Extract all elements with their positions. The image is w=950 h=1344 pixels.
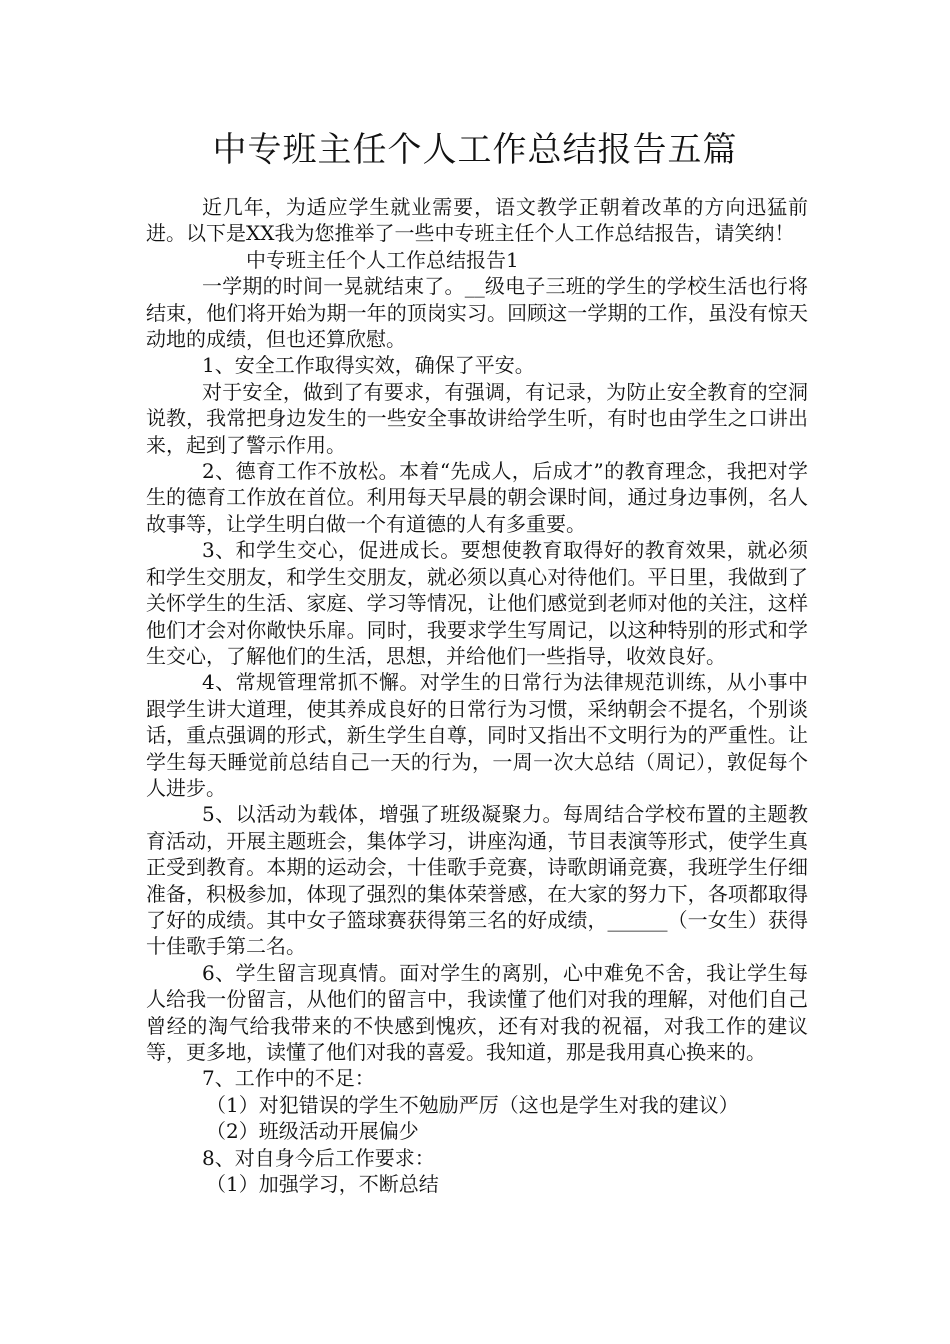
list-item-heading: 1、安全工作取得实效，确保了平安。 (202, 353, 535, 378)
list-item-heading: 8、对自身今后工作要求： (202, 1145, 435, 1170)
paragraph: 3、和学生交心，促进成长。要想使教育取得好的教育效果，就必须和学生交朋友，和学生交朋友，就必须以真心对待他们。平日里，我做到了关怀学生的生活、家庭、学习等情况，让他们感觉到老师对他的关注，这样他们才会对你敞快乐扉。同时，我要求学生写周记，以这种特别的形式和学生交心，了解他们的生活，思想，并给他们一些指导，收效良好。 (146, 538, 808, 668)
sub-list-item: （2）班级活动开展偏少 (206, 1119, 419, 1144)
document-body (146, 194, 808, 1197)
sub-list-item: （1）对犯错误的学生不勉励严厉（这也是学生对我的建议） (206, 1092, 739, 1117)
paragraph: 2、德育工作不放松。本着“先成人，后成才”的教育理念，我把对学生的德育工作放在首位。利用每天早晨的朝会课时间，通过身边事例，名人故事等，让学生明白做一个有道德的人有多重要。 (146, 459, 808, 536)
paragraph: 一学期的时间一晃就结束了。__级电子三班的学生的学校生活也行将结束，他们将开始为期一年的顶岗实习。回顾这一学期的工作，虽没有惊天动地的成绩，但也还算欣慰。 (146, 274, 808, 352)
section-heading: 中专班主任个人工作总结报告1 (246, 247, 519, 272)
paragraph: 6、学生留言现真情。面对学生的离别，心中难免不舍，我让学生每人给我一份留言，从他们的留言中，我读懂了他们对我的理解，对他们自己曾经的淘气给我带来的不快感到愧疚，还有对我的祝福，对我工作的建议等，更多地，读懂了他们对我的喜爱。我知道，那是我用真心换来的。 (146, 960, 808, 1064)
paragraph: 4、常规管理常抓不懈。对学生的日常行为法律规范训练，从小事中跟学生讲大道理，使其养成良好的日常行为习惯，采纳朝会不提名，个别谈话，重点强调的形式，新生学生自尊，同时又指出不文明行为的严重性。让学生每天睡觉前总结自己一天的行为，一周一次大总结（周记），敦促每个人进步。 (146, 670, 808, 800)
list-item-heading: 7、工作中的不足： (202, 1066, 375, 1091)
paragraph: 5、以活动为载体，增强了班级凝聚力。每周结合学校布置的主题教育活动，开展主题班会，集体学习，讲座沟通，节目表演等形式，使学生真正受到教育。本期的运动会，十佳歌手竞赛，诗歌朗诵竞赛，我班学生仔细准备，积极参加，体现了强烈的集体荣誉感，在大家的努力下，各项都取得了好的成绩。其中女子篮球赛获得第三名的好成绩，______（一女生）获得十佳歌手第二名。 (146, 802, 808, 959)
intro-paragraph: 近几年，为适应学生就业需要，语文教学正朝着改革的方向迅猛前进。以下是XX我为您推举了一些中专班主任个人工作总结报告，请笑纳！ (146, 195, 808, 246)
document-title: 中专班主任个人工作总结报告五篇 (212, 130, 738, 170)
sub-list-item: （1）加强学习，不断总结 (206, 1172, 439, 1197)
paragraph: 对于安全，做到了有要求，有强调，有记录，为防止安全教育的空洞说教，我常把身边发生的一些安全事故讲给学生听，有时也由学生之口讲出来，起到了警示作用。 (146, 379, 808, 457)
